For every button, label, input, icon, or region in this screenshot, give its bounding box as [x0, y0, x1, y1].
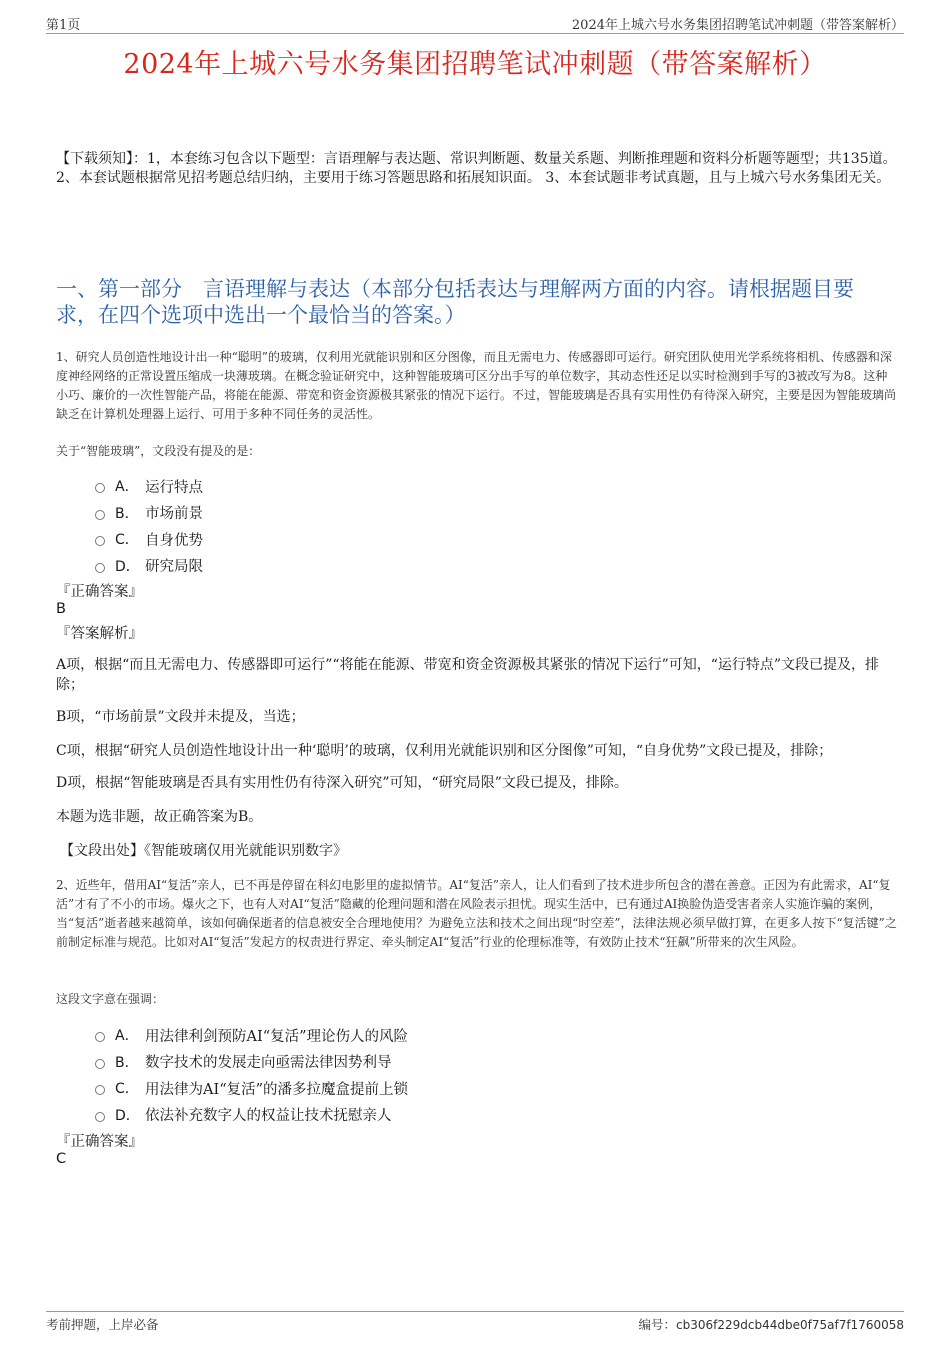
answer-value: B	[56, 601, 66, 617]
option-c[interactable]: C． 用法律为AI“复活”的潘多拉魔盒提前上锁	[95, 1075, 595, 1102]
footer-slogan: 考前押题，上岸必备	[46, 1317, 159, 1332]
question-2-prompt: 这段文字意在强调：	[56, 992, 165, 1006]
analysis-item: C项，根据“研究人员创造性地设计出一种‘聪明’的玻璃，仅利用光就能识别和区分图像”可知，“自身优势”文段已提及，排除；	[56, 743, 833, 759]
radio-icon[interactable]	[95, 1032, 105, 1042]
analysis-label: 『答案解析』	[56, 626, 143, 642]
option-b[interactable]: B． 数字技术的发展走向亟需法律因势利导	[95, 1049, 595, 1076]
radio-icon[interactable]	[95, 1059, 105, 1069]
question-2-options	[95, 1022, 595, 1128]
radio-icon[interactable]	[95, 536, 105, 546]
option-a[interactable]: A． 运行特点	[95, 473, 595, 500]
page-number: 第1页	[46, 18, 81, 33]
analysis-conclusion: 本题为选非题，故正确答案为B。	[56, 809, 263, 825]
running-title: 2024年上城六号水务集团招聘笔试冲刺题（带答案解析）	[571, 18, 904, 33]
answer-label: 『正确答案』	[56, 584, 143, 600]
option-c[interactable]: C． 自身优势	[95, 526, 595, 553]
question-2-text: 2、近些年，借用AI“复活”亲人，已不再是停留在科幻电影里的虚拟情节。AI“复活”亲人，让人们看到了技术进步所包含的潜在善意。正因为有此需求，AI“复活”才有了不小的市场。爆火之下，也有人对AI“复活”隐藏的伦理问题和潜在风险表示担忧。现实生活中，已有通过AI换脸伪造受害者亲人实施诈骗的案例，当“复活”逝者越来越简单，该如何确保逝者的信息被安全合理地使用？为避免立法和技术之间出现“时空差”，法律法规必须早做打算，在更多人按下“复活键”之前制定标准与规范。比如对AI“复活”发起方的权责进行界定、牵头制定AI“复活”行业的伦理标准等，有效防止技术“狂飙”所带来的次生风险。	[56, 878, 897, 949]
option-a[interactable]: A． 用法律利剑预防AI“复活”理论伤人的风险	[95, 1022, 595, 1049]
radio-icon[interactable]	[95, 1085, 105, 1095]
option-b[interactable]: B． 市场前景	[95, 500, 595, 527]
page-header	[46, 14, 904, 34]
footer-code: 编号：cb306f229dcb44dbe0f75af7f1760058	[638, 1317, 904, 1332]
radio-icon[interactable]	[95, 1112, 105, 1122]
question-1-options	[95, 473, 595, 579]
option-d[interactable]: D． 研究局限	[95, 553, 595, 580]
radio-icon[interactable]	[95, 510, 105, 520]
radio-icon[interactable]	[95, 483, 105, 493]
download-notice: 【下载须知】：1，本套练习包含以下题型：言语理解与表达题、常识判断题、数量关系题、判断推理题和资料分析题等题型；共135道。 2、本套试题根据常见招考题总结归纳，主要用于练习答题思路和拓展知识面。 3、本套试题非考试真题，且与上城六号水务集团无关。	[56, 151, 897, 186]
analysis-item: B项，“市场前景”文段并未提及，当选；	[56, 709, 305, 725]
option-d[interactable]: D． 依法补充数字人的权益让技术抚慰亲人	[95, 1102, 595, 1129]
analysis-item: D项，根据“智能玻璃是否具有实用性仍有待深入研究”可知，“研究局限”文段已提及，排除。	[56, 775, 628, 791]
source-citation: 【文段出处】《智能玻璃仅用光就能识别数字》	[60, 843, 347, 859]
document-title: 2024年上城六号水务集团招聘笔试冲刺题（带答案解析）	[123, 49, 827, 80]
analysis-item: A项，根据“而且无需电力、传感器即可运行”“将能在能源、带宽和资金资源极其紧张的情况下运行”可知，“运行特点”文段已提及，排除；	[56, 657, 880, 693]
page-footer	[46, 1311, 904, 1337]
answer-value: C	[56, 1151, 67, 1167]
question-1-prompt: 关于“智能玻璃”，文段没有提及的是：	[56, 444, 261, 458]
section-heading: 一、第一部分 言语理解与表达（本部分包括表达与理解两方面的内容。请根据题目要求，在四个选项中选出一个最恰当的答案。）	[56, 277, 854, 327]
answer-label: 『正确答案』	[56, 1134, 143, 1150]
radio-icon[interactable]	[95, 563, 105, 573]
question-1-text: 1、研究人员创造性地设计出一种“聪明”的玻璃，仅利用光就能识别和区分图像，而且无需电力、传感器即可运行。研究团队使用光学系统将相机、传感器和深度神经网络的正常设置压缩成一块薄玻璃。在概念验证研究中，这种智能玻璃可区分出手写的单位数字，其动态性还足以实时检测到手写的3被改写为8。这种小巧、廉价的一次性智能产品，将能在能源、带宽和资金资源极其紧张的情况下运行。不过，智能玻璃是否具有实用性仍有待深入研究，主要是因为智能玻璃尚缺乏在计算机处理器上运行、可用于多种不同任务的灵活性。	[56, 350, 897, 421]
